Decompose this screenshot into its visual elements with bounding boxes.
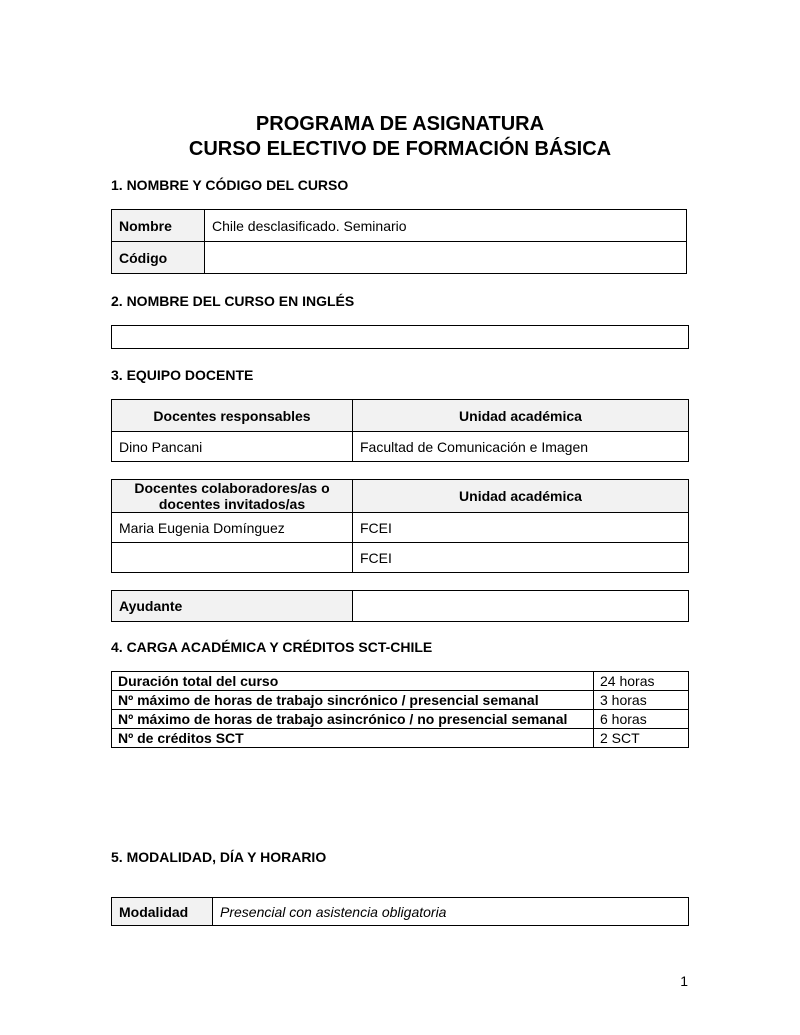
section5-heading: 5. MODALIDAD, DÍA Y HORARIO xyxy=(111,849,327,865)
page-number: 1 xyxy=(680,973,688,989)
table-row xyxy=(112,432,689,462)
unidad-cell: FCEI xyxy=(353,543,689,573)
doc-title-line1: PROGRAMA DE ASIGNATURA xyxy=(255,113,545,135)
table-row xyxy=(112,543,689,573)
docente-cell: Dino Pancani xyxy=(112,432,353,462)
table-row xyxy=(112,672,689,691)
doc-title-line2: CURSO ELECTIVO DE FORMACIÓN BÁSICA xyxy=(188,138,612,160)
carga-value: 2 SCT xyxy=(594,729,689,748)
unidad-col-header: Unidad académica xyxy=(353,400,689,432)
responsables-col-header: Docentes responsables xyxy=(112,400,353,432)
carga-value: 6 horas xyxy=(594,710,689,729)
carga-label: Nº máximo de horas de trabajo sincrónico / presencial semanal xyxy=(112,691,594,710)
carga-value: 3 horas xyxy=(594,691,689,710)
table-row xyxy=(112,513,689,543)
carga-value: 24 horas xyxy=(594,672,689,691)
section1-heading: 1. NOMBRE Y CÓDIGO DEL CURSO xyxy=(111,177,349,193)
nombre-label: Nombre xyxy=(112,210,205,242)
unidad-cell: FCEI xyxy=(353,513,689,543)
unidad-col-header: Unidad académica xyxy=(353,480,689,513)
section4-heading: 4. CARGA ACADÉMICA Y CRÉDITOS SCT-CHILE xyxy=(111,639,433,655)
carga-academica-table xyxy=(111,671,689,748)
modalidad-value: Presencial con asistencia obligatoria xyxy=(213,898,689,926)
table-row xyxy=(112,691,689,710)
carga-label: Nº máximo de horas de trabajo asincrónico / no presencial semanal xyxy=(112,710,594,729)
modalidad-table xyxy=(111,897,689,926)
modalidad-label: Modalidad xyxy=(112,898,213,926)
table-row xyxy=(112,729,689,748)
english-name-table xyxy=(111,325,689,349)
colaboradores-col-header: Docentes colaboradores/as o docentes invitados/as xyxy=(112,480,353,513)
responsables-table xyxy=(111,399,689,462)
codigo-label: Código xyxy=(112,242,205,274)
ayudante-table xyxy=(111,590,689,622)
ayudante-value xyxy=(353,591,689,622)
ayudante-label: Ayudante xyxy=(112,591,353,622)
colaboradores-table xyxy=(111,479,689,573)
table-row xyxy=(112,710,689,729)
english-name-value xyxy=(112,326,689,349)
docente-cell xyxy=(112,543,353,573)
section3-heading: 3. EQUIPO DOCENTE xyxy=(111,367,254,383)
carga-label: Nº de créditos SCT xyxy=(112,729,594,748)
course-name-table xyxy=(111,209,687,274)
codigo-value xyxy=(205,242,687,274)
docente-cell: Maria Eugenia Domínguez xyxy=(112,513,353,543)
unidad-cell: Facultad de Comunicación e Imagen xyxy=(353,432,689,462)
nombre-value: Chile desclasificado. Seminario xyxy=(205,210,687,242)
section2-heading: 2. NOMBRE DEL CURSO EN INGLÉS xyxy=(111,293,355,309)
carga-label: Duración total del curso xyxy=(112,672,594,691)
